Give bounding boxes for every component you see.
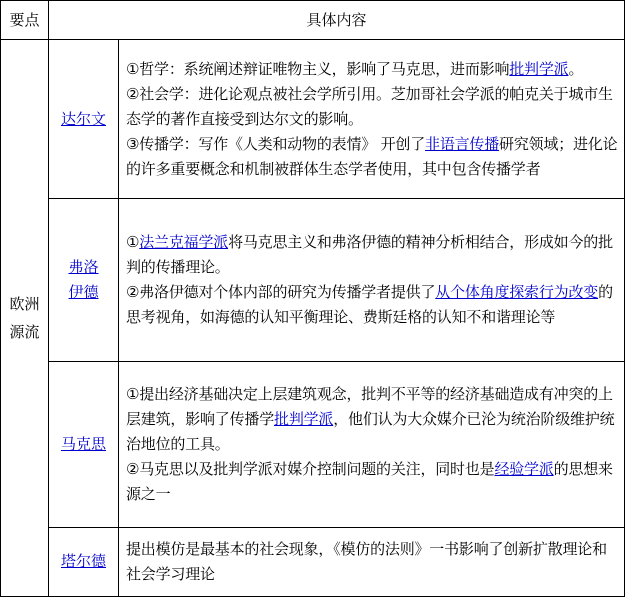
- text: ①哲学：系统阐述辩证唯物主义，影响了马克思，进而影响: [126, 59, 510, 78]
- text: 研究领域；进化论的许多重要概念和机制被群体生态学者使用，其中包含传播学者: [126, 134, 618, 178]
- content-cell-darwin: [119, 40, 625, 199]
- table-row: [1, 361, 625, 527]
- text: ①提出经济基础决定上层建筑观念，批判不平等的经济基础造成有冲突的上层建筑，影响了传播学: [126, 384, 613, 428]
- link-marx[interactable]: 马克思: [60, 434, 106, 453]
- paragraph: [126, 457, 618, 507]
- text: ②马克思以及批判学派对媒介控制问题的关注，同时也是: [126, 459, 495, 478]
- paragraph: 提出模仿是最基本的社会现象，《模仿的法则》一书影响了创新扩散理论和社会学习理论: [126, 539, 607, 583]
- region-label-line2: 源流: [9, 323, 40, 342]
- header-key-points: 要点: [1, 1, 49, 40]
- table-row: [1, 40, 625, 199]
- text: ，他们认为大众媒介已沦为统治阶级维护统治地位的工具。: [126, 409, 615, 453]
- link-empirical-school[interactable]: 经验学派: [494, 459, 554, 478]
- text: ①: [126, 232, 140, 251]
- link-critical-school[interactable]: 批判学派: [274, 409, 334, 428]
- table-row: [1, 527, 625, 596]
- text: ②弗洛伊德对个体内部的研究为传播学者提供了: [126, 282, 436, 301]
- table-row: [1, 199, 625, 361]
- paragraph: ②社会学：进化论观点被社会学所引用。芝加哥社会学派的帕克关于城市生态学的著作直接受到达尔文的影响。: [126, 84, 613, 128]
- name-cell-freud: [49, 199, 119, 361]
- content-cell-tarde: [119, 527, 625, 596]
- text: 的思考视角，如海德的认知平衡理论、费斯廷格的认知不和谐理论等: [126, 282, 613, 326]
- link-frankfurt-school[interactable]: 法兰克福学派: [139, 232, 229, 251]
- link-nonverbal-communication[interactable]: 非语言传播: [425, 134, 500, 153]
- link-darwin[interactable]: 达尔文: [60, 109, 106, 128]
- text: ③传播学：写作《人类和动物的表情》 开创了: [126, 134, 426, 153]
- link-tarde[interactable]: 塔尔德: [60, 552, 106, 571]
- link-freud-line1[interactable]: 弗洛: [68, 257, 99, 276]
- content-cell-freud: [119, 199, 625, 361]
- paragraph: [126, 280, 618, 330]
- region-cell: [1, 40, 49, 597]
- link-critical-school[interactable]: 批判学派: [509, 59, 569, 78]
- paragraph: [126, 132, 618, 182]
- paragraph: [126, 382, 618, 457]
- text: 。: [568, 59, 584, 78]
- name-cell-darwin: [49, 40, 119, 199]
- text: 将马克思主义和弗洛伊德的精神分析相结合，形成如今的批判的传播理论。: [126, 232, 613, 276]
- paragraph: [126, 230, 618, 280]
- link-freud-line2[interactable]: 伊德: [68, 282, 99, 301]
- header-content: 具体内容: [49, 1, 625, 40]
- text: 的思想来源之一: [126, 459, 613, 503]
- table-header-row: [1, 1, 625, 40]
- name-cell-marx: [49, 361, 119, 527]
- paragraph: [126, 57, 618, 82]
- content-cell-marx: [119, 361, 625, 527]
- name-cell-tarde: [49, 527, 119, 596]
- link-behavior-change[interactable]: 从个体角度探索行为改变: [435, 282, 599, 301]
- region-label-line1: 欧洲: [9, 295, 40, 314]
